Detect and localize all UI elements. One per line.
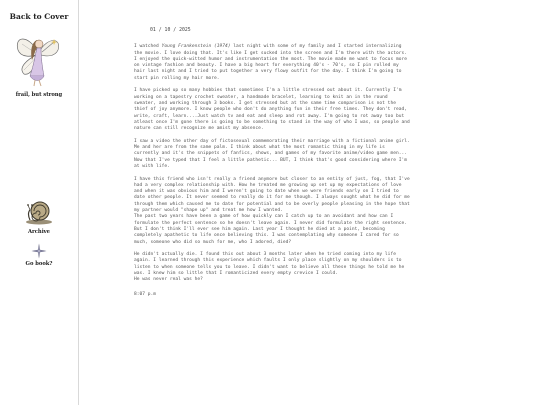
- star-sparkle-icon[interactable]: [31, 243, 47, 259]
- sidebar: [0, 0, 79, 405]
- entry-paragraph-4: I have this friend who isn't really a friend anymore but closer to an entity of just, fog, that I've had a very complex relationship with. How he treated me growing up set up my expectations of love and when it was obvious him and I weren't going to date when we were friends early on I tried to date other people. It never seemed to really do it for me though. I always sought what he did for me through them which caused me to date for potential and to be overly people pleasing in the hope that my partner would "shape up" and treat me how I wanted. The past two years have been a game of how quickly can I catch up to an avoidant and how can I formulate the perfect sentence so he doesn't leave again. I never did formulate the right sentence. But I don't think I'll ever see him again. Last year I thought he died at a point, becoming completely apathetic to life once believing this. I was contemplating why someone I cared for so much, someone who did so much for me, who I adored, died?: [134, 176, 410, 245]
- entry-time: 8:07 p.m: [134, 291, 157, 297]
- entry-paragraph-5: He didn't actually die. I found this out about 3 months later when he tried coming into my life again. I learned through this experience which faults I only place slightly on my shoulders is to listen to when someone tells you to leave. I didn't want to believe all these things he told me he was. I knew him so little that I romanticized every empty crevice I could. He was never real was he?: [134, 252, 405, 283]
- back-to-cover-link[interactable]: Back to Cover: [9, 12, 69, 21]
- fairy-illustration: [8, 30, 68, 88]
- entry-date: 01 / 10 / 2025: [150, 28, 191, 33]
- entry-paragraph-2: I have picked up so many hobbies that sometimes I'm a little stressed out about it. Currently I'm working on a tapestry crochet sweater, a handmade bracelet, learning to knit an in the round sweater, and working through 3 books. I get stressed but at the same time comparison is not the thief of joy anymore. I know people who don't do anything fun in their free times. They don't read, write, craft, learn....Just watch tv and eat and sleep and rot away. I'm going to rot away too but atleast once I'm gone there is going to be something to stand in the way of who I was, so people and nature can still recognize me amist my absence.: [134, 88, 410, 132]
- paragraph-1-rest: last night with some of my family and I started internalizing the movie. I love doing that. It's like I get sucked into the screen and I'm there with the actors. I enjoyed the quick-witted humor and instrumentation the most. The movie made me want to focus more on vintage fashion and beauty. I have a big heart for everything 40's - 70's, so I pin rolled my hair last night and I tried to put together a very flowy outfit for the day. I think I'm going to start pin rolling my hair more.: [134, 44, 407, 81]
- paragraph-1-intro: I watched: [134, 44, 162, 50]
- entry-paragraph-1: [134, 44, 410, 82]
- go-book-link[interactable]: Go book?: [25, 261, 53, 267]
- entry-paragraph-3: I saw a video the other day of fictosexual commemorating their marriage with a fictional anime girl. Me and her are from the same palm. I think about what the most romantic thing in my life is currently and it's the snippets of fanfics, shows, and games of my favorite anime/video game men... Now that I've typed that I feel a little pathetic... BUT, I think that's good considering where I'm at with life.: [134, 138, 410, 169]
- movie-title: Young Frankenstein (1974): [161, 44, 231, 50]
- sidebar-tagline: frail, but strong: [15, 92, 63, 98]
- journal-entry: [134, 28, 410, 298]
- snail-icon[interactable]: [24, 198, 54, 226]
- archive-link[interactable]: Archive: [28, 229, 50, 235]
